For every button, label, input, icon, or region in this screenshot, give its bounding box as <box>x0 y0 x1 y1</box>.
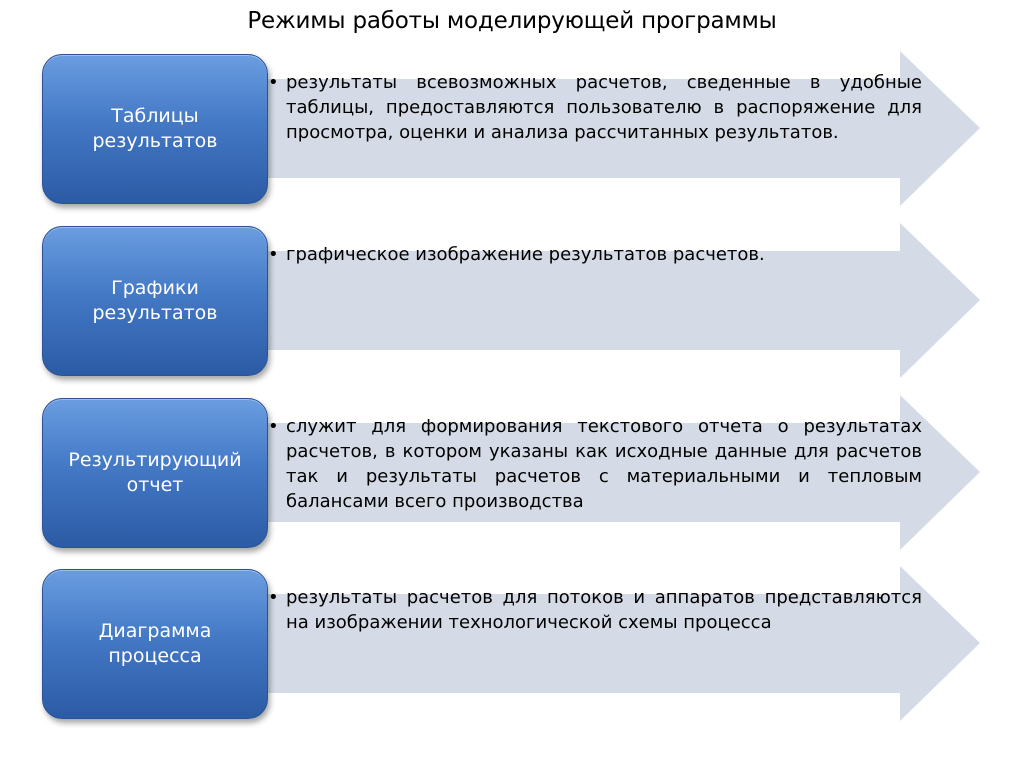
description-text: результаты расчетов для потоков и аппаратов представляются на изображении технологической схемы процесса <box>286 587 922 633</box>
mode-row-report <box>0 392 1024 562</box>
mode-description-diagram <box>268 585 922 635</box>
mode-description-charts <box>268 242 922 267</box>
mode-description-report <box>268 414 922 514</box>
mode-box-report: Результирующий отчет <box>42 398 268 548</box>
page-title: Режимы работы моделирующей программы <box>247 8 777 34</box>
description-text: результаты всевозможных расчетов, сведенные в удобные таблицы, предоставляются пользователю в распоряжение для просмотра, оценки и анализа рассчитанных результатов. <box>286 72 922 143</box>
mode-row-tables <box>0 48 1024 218</box>
bullet-icon: • <box>268 72 279 93</box>
bullet-icon: • <box>268 587 279 608</box>
bullet-icon: • <box>268 416 279 437</box>
mode-box-charts: Графики результатов <box>42 226 268 376</box>
mode-box-tables: Таблицы результатов <box>42 54 268 204</box>
mode-row-diagram <box>0 563 1024 733</box>
description-text: служит для формирования текстового отчета о результатах расчетов, в котором указаны как исходные данные для расчетов так и результаты расчетов с материальными и тепловым балансами всего производства <box>286 416 922 512</box>
mode-box-diagram: Диаграмма процесса <box>42 569 268 719</box>
description-text: графическое изображение результатов расчетов. <box>286 244 765 265</box>
mode-row-charts <box>0 220 1024 390</box>
mode-description-tables <box>268 70 922 145</box>
bullet-icon: • <box>268 244 279 265</box>
